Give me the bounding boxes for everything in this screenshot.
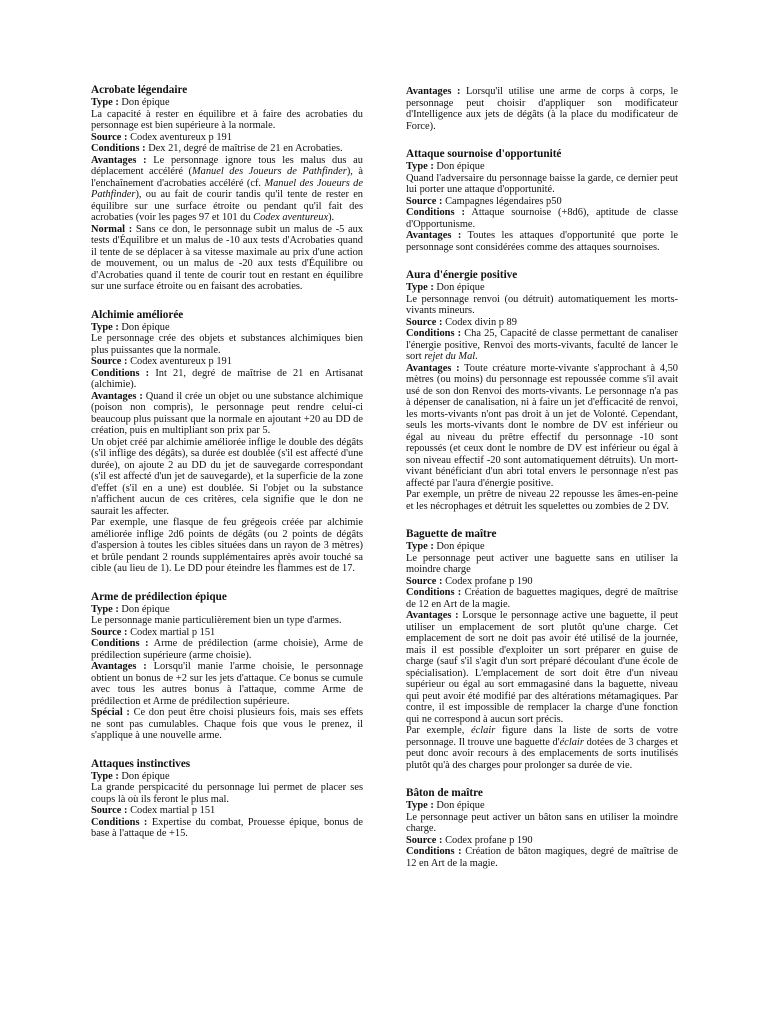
type-value: Don épique — [121, 770, 170, 782]
type-value: Don épique — [121, 97, 170, 108]
feat-conditions — [91, 638, 363, 661]
feat-description: Le personnage peut activer une baguette sans en utiliser la moindre charge — [406, 552, 678, 575]
feat-source — [406, 576, 678, 588]
avantages-label: Avantages : — [406, 86, 461, 97]
normal-value: Sans ce don, le personnage subit un malus de -5 aux tests d'Équilibre et un malus de -10 aux tests d'Acrobaties quand il tente de se déplacer à sa vitesse maximale au prix d'une action de mouvement, ou un malus de -20 aux tests d'Équilibre ou d'Acrobaties quand il tente de courir tout en restant en équilibre sur une surface étroite ou en faisant des acrobaties. — [91, 223, 363, 292]
feat-title: Aura d'énergie positive — [406, 269, 518, 281]
feat-title: Alchimie améliorée — [91, 308, 184, 321]
conditions-label: Conditions : — [91, 367, 150, 379]
feat-title: Bâton de maître — [406, 787, 483, 799]
feat-paragraph: Un objet créé par alchimie améliorée inflige le double des dégâts (s'il inflige des dégâts), sa durée est doublée (s'il est affecté d'une durée), on ajoute 2 au DD du jet de sauvegarde correspondant (s'il est affecté d'un jet de sauvegarde), et la superficie de la zone d'effet (s'il en a une) est doublée. Si l'objet ou la substance n'affichent aucun de ces critères, cela signifie que le don ne saurait les affecter. — [91, 436, 363, 517]
type-label: Type : — [91, 603, 119, 615]
feat-type — [406, 800, 678, 812]
avantages-label: Avantages : — [406, 230, 462, 241]
special-label: Spécial : — [91, 707, 130, 718]
avantages-text: ), ou au fait de courir tandis qu'il tente de rester en équilibre sur une surface étroite ou pendant qu'il fait des acrobaties (voir les pages 97 et 101 du — [91, 189, 363, 223]
avantages-value: Toute créature morte-vivante s'approchant à 4,50 mètres (ou moins) du personnage est repoussée comme s'il avait usé de son don Renvoi des morts-vivants. Le personnage n'a pas à dépenser de canalisation, ni à faire un jet d'efficacité de renvoi, les morts-vivants n'ont pas droit à un jet de Volonté. Cependant, seuls les morts-vivants dont le nombre de DV est inférieur ou égal au niveau du prêtre effectif du personnage -10 sont repoussés (et ceux dont le nombre de DV est inférieur ou égal à son niveau effectif -20 sont automatiquement détruits). Un mort-vivant bénéficiant d'un abri total envers le personnage n'est pas affecté par l'aura d'énergie positive. — [406, 362, 678, 489]
source-label: Source : — [91, 131, 128, 143]
conditions-value: Expertise du combat, Prouesse épique, bonus de base à l'attaque de +15. — [91, 816, 363, 839]
type-label: Type : — [406, 541, 434, 552]
avantages-label: Avantages : — [406, 362, 460, 374]
type-label: Type : — [91, 770, 119, 782]
source-value: Codex aventureux p 191 — [130, 356, 232, 367]
conditions-label: Conditions : — [406, 328, 462, 339]
avantages-value: Toutes les attaques d'opportunité que porte le personnage sont considérées comme des attaques sournoises. — [406, 230, 678, 253]
feat-conditions — [406, 207, 678, 230]
type-value: Don épique — [121, 321, 170, 333]
feat-source — [91, 132, 363, 144]
source-value: Codex martial p 151 — [130, 626, 216, 638]
feat-entry — [406, 787, 678, 869]
feat-avantages — [406, 86, 678, 132]
feat-type — [91, 771, 363, 783]
avantages-value: Lorsqu'il manie l'arme choisie, le personnage obtient un bonus de +2 sur les jets d'attaque. Ce bonus se cumule avec tous les autres bonus à l'attaque, comme Arme de prédilection et Arme de prédilection supérieure. — [91, 661, 363, 707]
paragraph-text: Par exemple, — [406, 725, 472, 736]
feat-entry — [91, 591, 363, 742]
type-value: Don épique — [436, 800, 485, 811]
conditions-label: Conditions : — [406, 587, 462, 598]
avantages-value: Quand il crée un objet ou une substance alchimique (poison non compris), le personnage peut rendre celui-ci beaucoup plus puissant que la normale en ajoutant +20 au DD de création, puis en multipliant son prix par 5. — [91, 390, 363, 436]
avantages-text: Le personnage ignore tous les malus dus au déplacement accéléré ( — [91, 154, 363, 177]
source-label: Source : — [91, 356, 128, 367]
feat-title: Arme de prédilection épique — [91, 590, 227, 603]
spell-name: éclair — [471, 725, 496, 736]
book-title: Manuel des Joueurs de Pathfinder — [91, 177, 363, 200]
feat-entry-continued — [406, 86, 678, 132]
feat-paragraph: Par exemple, un prêtre de niveau 22 repousse les âmes-en-peine et les nécrophages et détruit les squelettes ou zombies de 2 DV. — [406, 489, 678, 512]
avantages-label: Avantages : — [91, 661, 147, 672]
avantages-label: Avantages : — [91, 154, 147, 166]
feat-type — [406, 282, 678, 294]
avantages-text: ). — [328, 212, 335, 223]
conditions-label: Conditions : — [91, 638, 149, 649]
feat-title: Attaques instinctives — [91, 757, 191, 770]
source-value: Codex martial p 151 — [130, 805, 216, 816]
type-value: Don épique — [436, 541, 485, 552]
feat-source — [406, 835, 678, 847]
feat-conditions — [406, 587, 678, 610]
type-label: Type : — [406, 282, 434, 293]
feat-avantages — [91, 391, 363, 437]
feat-title: Acrobate légendaire — [91, 84, 188, 96]
avantages-label: Avantages : — [91, 390, 143, 402]
paragraph-text: figure dans la liste de sorts de votre personnage. Il trouve une baguette d' — [406, 725, 678, 748]
feat-source — [406, 196, 678, 208]
feat-description: Le personnage crée des objets et substances alchimiques bien plus puissantes que la normale. — [91, 333, 363, 356]
source-value: Codex profane p 190 — [445, 834, 533, 846]
avantages-text: ), à l'enchaînement d'acrobaties accéléré (cf. — [91, 166, 363, 189]
type-label: Type : — [91, 97, 119, 108]
feat-entry — [91, 309, 363, 575]
source-label: Source : — [406, 316, 443, 328]
normal-label: Normal : — [91, 223, 133, 235]
type-label: Type : — [406, 800, 434, 811]
feat-type — [406, 541, 678, 553]
feat-source — [91, 356, 363, 368]
feat-conditions — [91, 817, 363, 840]
feat-entry — [91, 84, 363, 293]
source-label: Source : — [406, 195, 443, 207]
feat-avantages — [406, 610, 678, 725]
feat-avantages — [91, 155, 363, 224]
avantages-value: Lorsque le personnage active une baguette, il peut utiliser un emplacement de sort plutôt qu'une charge. Cet emplacement de sort ne doit pas avoir été utilisé de la journée, mais il est possible d'exploiter un sort préparer en guise de charge (sauf s'il s'agit d'un sort préparé découlant d'une école de spécialisation). L'emplacement de sort doit être d'un niveau supérieur ou égal au sort emmagasiné dans la baguette, niveau qui peut avoir été modifié par des altérations métamagiques. Par contre, il est impossible de remplacer la charge d'une fonction qui ne correspond à aucun sort précis. — [406, 610, 679, 725]
feat-avantages — [91, 661, 363, 707]
conditions-label: Conditions : — [406, 207, 465, 218]
feat-entry — [406, 148, 678, 253]
conditions-value: Cha 25, Capacité de classe permettant de canaliser l'énergie positive, Renvoi des morts-vivants, faculté de lancer le sort — [406, 328, 678, 362]
conditions-label: Conditions : — [406, 846, 462, 857]
source-value: Campagnes légendaires p50 — [445, 195, 562, 207]
conditions-value: Création de baguettes magiques, degré de maîtrise de 12 en Art de la magie. — [406, 587, 678, 610]
type-value: Don épique — [436, 161, 485, 172]
feat-conditions — [406, 328, 678, 363]
conditions-value: Int 21, degré de maîtrise de 21 en Artisanat (alchimie). — [91, 367, 363, 390]
feat-normal — [91, 224, 363, 293]
feat-paragraph: Par exemple, une flasque de feu grégeois créée par alchimie améliorée inflige 2d6 points de dégâts (ou 2 points de dégâts d'aspersion à toutes les cibles situées dans un rayon de 3 mètres) et brûle pendant 2 rounds supplémentaires après avoir touché sa cible (au lieu de 1). Le DD pour éteindre les flammes est de 17. — [91, 517, 363, 574]
feat-type — [91, 97, 363, 109]
left-column — [91, 84, 363, 856]
conditions-value: Création de bâton magiques, degré de maîtrise de 12 en Art de la magie. — [406, 846, 678, 869]
feat-conditions — [91, 368, 363, 391]
feat-description: La capacité à rester en équilibre et à faire des acrobaties du personnage est bien supérieure à la normale. — [91, 108, 363, 131]
source-label: Source : — [406, 575, 443, 587]
avantages-value: Lorsqu'il utilise une arme de corps à corps, le personnage peut choisir d'appliquer son modificateur d'Intelligence aux jets de dégâts (à la place du modificateur de Force). — [406, 86, 678, 132]
source-value: Codex profane p 190 — [445, 575, 533, 587]
type-value: Don épique — [121, 603, 170, 615]
feat-conditions — [91, 143, 363, 155]
conditions-label: Conditions : — [91, 816, 148, 828]
type-label: Type : — [406, 161, 434, 172]
feat-type — [91, 322, 363, 334]
conditions-label: Conditions : — [91, 143, 146, 154]
avantages-label: Avantages : — [406, 610, 459, 621]
feat-description: Quand l'adversaire du personnage baisse la garde, ce dernier peut lui porter une attaque d'opportunité. — [406, 172, 678, 195]
source-label: Source : — [91, 626, 128, 638]
feat-title: Baguette de maître — [406, 528, 497, 540]
feat-entry — [406, 528, 678, 771]
feat-avantages — [406, 230, 678, 253]
feat-source — [91, 627, 363, 639]
book-title: Manuel des Joueurs de Pathfinder — [192, 166, 347, 177]
type-label: Type : — [91, 321, 119, 333]
paragraph-text: dotées de 3 charges et peut donc avoir recours à des emplacements de sorts inutilisés plutôt qu'à des charges pour prolonger sa durée de vie. — [406, 736, 679, 771]
book-title: Codex aventureux — [253, 212, 329, 223]
feat-entry — [406, 269, 678, 512]
feat-entry — [91, 758, 363, 840]
feat-source — [91, 805, 363, 817]
spell-name: rejet du Mal — [424, 351, 476, 362]
right-column — [406, 86, 678, 885]
feat-type — [406, 161, 678, 173]
feat-paragraph — [406, 725, 678, 771]
source-label: Source : — [91, 805, 128, 816]
source-value: Codex aventureux p 191 — [130, 131, 232, 143]
type-value: Don épique — [436, 282, 485, 293]
feat-avantages — [406, 363, 678, 490]
feat-special — [91, 707, 363, 742]
conditions-value: Dex 21, degré de maîtrise de 21 en Acrobaties. — [148, 143, 343, 154]
spell-name: éclair — [559, 736, 584, 748]
feat-type — [91, 604, 363, 616]
feat-description: La grande perspicacité du personnage lui permet de placer ses coups là où ils feront le plus mal. — [91, 782, 363, 805]
feat-description: Le personnage peut activer un bâton sans en utiliser la moindre charge. — [406, 811, 678, 834]
feat-source — [406, 317, 678, 329]
feat-description: Le personnage manie particulièrement bien un type d'armes. — [91, 615, 342, 626]
source-label: Source : — [406, 834, 443, 846]
feat-title: Attaque sournoise d'opportunité — [406, 148, 562, 160]
feat-description: Le personnage renvoi (ou détruit) automatiquement les morts-vivants mineurs. — [406, 293, 678, 316]
source-value: Codex divin p 89 — [445, 316, 517, 328]
special-value: Ce don peut être choisi plusieurs fois, mais ses effets ne sont pas cumulables. Chaque fois que vous le prenez, il s'applique à une nouvelle arme. — [91, 707, 363, 741]
conditions-value: . — [475, 351, 478, 362]
conditions-value: Attaque sournoise (+8d6), aptitude de classe d'Opportunisme. — [406, 207, 678, 230]
feat-conditions — [406, 846, 678, 869]
conditions-value: Arme de prédilection (arme choisie), Arme de prédilection supérieure (arme choisie). — [91, 638, 363, 661]
